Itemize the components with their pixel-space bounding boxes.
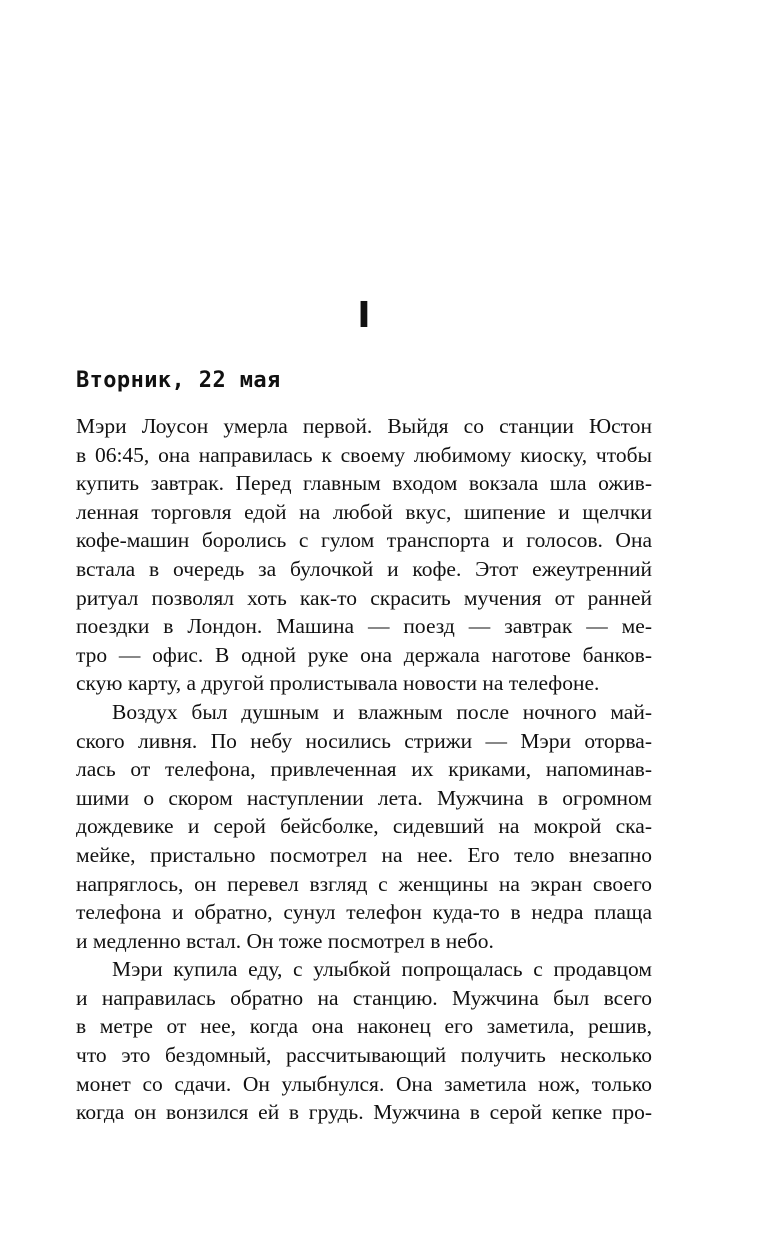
- text-line: ского ливня. По небу носились стрижи — Мэри оторва-: [76, 728, 652, 753]
- paragraph-2: [76, 698, 652, 955]
- text-line: дождевике и серой бейсболке, сидевший на мокрой ска-: [76, 814, 652, 839]
- text-line: ленная торговля едой на любой вкус, шипение и щелчки: [76, 499, 652, 524]
- text-line: лась от телефона, привлеченная их криками, напоминав-: [76, 757, 652, 782]
- body-text: [76, 412, 652, 1127]
- text-line: и направилась обратно на станцию. Мужчина был всего: [76, 985, 652, 1010]
- text-line: монет со сдачи. Он улыбнулся. Она заметила нож, только: [76, 1071, 652, 1096]
- text-line: ритуал позволял хоть как-то скрасить мучения от ранней: [76, 585, 652, 610]
- text-line: в 06:45, она направилась к своему любимому киоску, чтобы: [76, 442, 652, 467]
- text-line: что это бездомный, рассчитывающий получить несколько: [76, 1043, 652, 1068]
- text-line: Мэри купила еду, с улыбкой попрощалась с продавцом: [112, 957, 652, 982]
- text-line: мейке, пристально посмотрел на нее. Его тело внезапно: [76, 842, 652, 867]
- text-line: когда он вонзился ей в грудь. Мужчина в серой кепке про-: [76, 1100, 652, 1125]
- text-line: скую карту, а другой пролистывала новости на телефоне.: [76, 671, 600, 696]
- text-line: телефона и обратно, сунул телефон куда-то в недра плаща: [76, 900, 652, 925]
- text-line: тро — офис. В одной руке она держала наготове банков-: [76, 642, 652, 667]
- text-line: шими о скором наступлении лета. Мужчина в огромном: [76, 785, 652, 810]
- text-line: напряглось, он перевел взгляд с женщины на экран своего: [76, 871, 652, 896]
- paragraph-1: [76, 412, 652, 698]
- paragraph-3: [76, 955, 652, 1127]
- text-line: Воздух был душным и влажным после ночного май-: [112, 699, 652, 724]
- text-line: Мэри Лоусон умерла первой. Выйдя со станции Юстон: [76, 414, 652, 438]
- text-line: кофе-машин боролись с гулом транспорта и голосов. Она: [76, 528, 652, 553]
- text-line: и медленно встал. Он тоже посмотрел в небо.: [76, 928, 494, 953]
- book-page: [76, 0, 652, 1240]
- text-line: поездки в Лондон. Машина — поезд — завтрак — ме-: [76, 614, 652, 639]
- text-line: купить завтрак. Перед главным входом вокзала шла ожив-: [76, 471, 652, 496]
- text-line: встала в очередь за булочкой и кофе. Этот ежеутренний: [76, 556, 652, 581]
- part-number: I: [357, 295, 371, 336]
- date-heading: Вторник, 22 мая: [76, 368, 281, 393]
- text-line: в метре от нее, когда она наконец его заметила, решив,: [76, 1014, 652, 1039]
